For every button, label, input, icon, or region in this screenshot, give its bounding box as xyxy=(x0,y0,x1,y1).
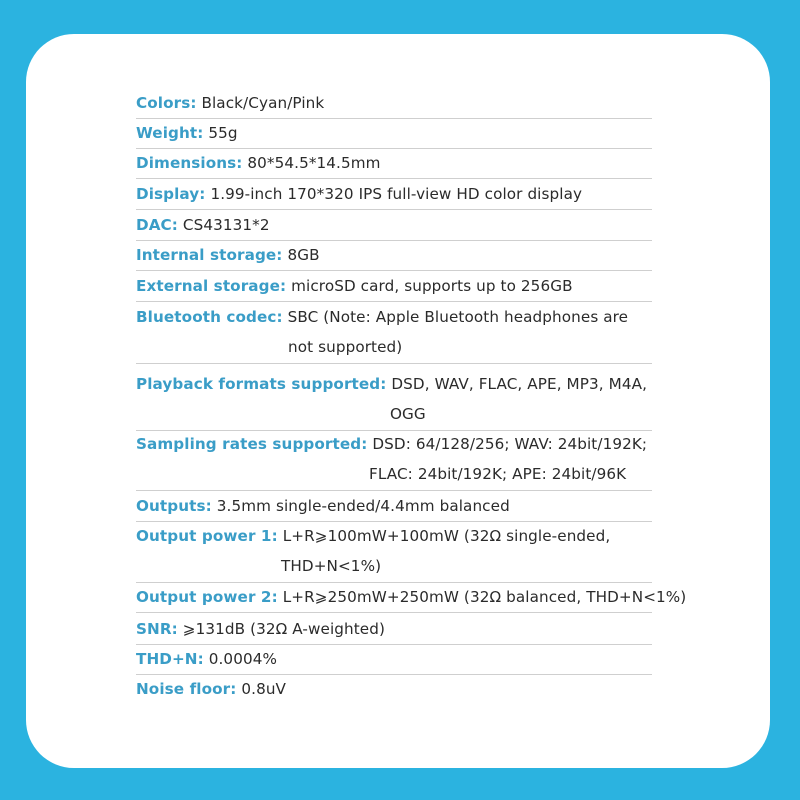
spec-row-external-storage xyxy=(136,271,652,302)
spec-label: THD+N: xyxy=(136,650,204,668)
spec-value: DSD, WAV, FLAC, APE, MP3, M4A, xyxy=(391,375,648,393)
spec-row-noise-floor xyxy=(136,674,652,704)
spec-value-continued: OGG xyxy=(390,405,426,423)
spec-label: Display: xyxy=(136,185,206,203)
spec-row-weight xyxy=(136,118,652,149)
spec-row-internal-storage xyxy=(136,240,652,271)
spec-row-dac xyxy=(136,210,652,241)
spec-row-colors xyxy=(136,88,652,119)
spec-value-continued: not supported) xyxy=(288,338,403,356)
spec-label: Weight: xyxy=(136,124,204,142)
spec-value-continued: THD+N<1%) xyxy=(281,557,382,575)
spec-value: 3.5mm single-ended/4.4mm balanced xyxy=(216,497,510,515)
spec-value: microSD card, supports up to 256GB xyxy=(291,277,573,295)
spec-row-playback-formats xyxy=(136,369,652,431)
spec-value: 0.0004% xyxy=(208,650,278,668)
spec-row-sampling-rates xyxy=(136,429,652,491)
spec-label: Internal storage: xyxy=(136,246,283,264)
spec-value: DSD: 64/128/256; WAV: 24bit/192K; xyxy=(372,435,648,453)
spec-value: SBC (Note: Apple Bluetooth headphones are xyxy=(287,308,629,326)
spec-value: Black/Cyan/Pink xyxy=(201,94,325,112)
spec-label: External storage: xyxy=(136,277,287,295)
spec-label: Dimensions: xyxy=(136,154,243,172)
spec-label: Output power 1: xyxy=(136,527,278,545)
spec-label: Playback formats supported: xyxy=(136,375,387,393)
spec-value: CS43131*2 xyxy=(182,216,270,234)
spec-value: 8GB xyxy=(287,246,320,264)
spec-label: Output power 2: xyxy=(136,588,278,606)
spec-label: Outputs: xyxy=(136,497,212,515)
spec-label: Sampling rates supported: xyxy=(136,435,368,453)
spec-row-outputs xyxy=(136,491,652,522)
spec-row-output-power-1 xyxy=(136,521,652,583)
spec-value: 1.99-inch 170*320 IPS full-view HD color display xyxy=(210,185,583,203)
spec-value: 55g xyxy=(208,124,238,142)
spec-row-dimensions xyxy=(136,148,652,179)
spec-label: Noise floor: xyxy=(136,680,237,698)
spec-value: L+R⩾100mW+100mW (32Ω single-ended, xyxy=(282,527,611,545)
spec-label: SNR: xyxy=(136,620,178,638)
spec-value-continued: FLAC: 24bit/192K; APE: 24bit/96K xyxy=(369,465,627,483)
spec-row-display xyxy=(136,179,652,210)
spec-label: Bluetooth codec: xyxy=(136,308,283,326)
spec-row-snr xyxy=(136,614,652,645)
spec-value: ⩾131dB (32Ω A-weighted) xyxy=(182,620,386,638)
spec-value: 80*54.5*14.5mm xyxy=(247,154,381,172)
spec-label: Colors: xyxy=(136,94,197,112)
spec-label: DAC: xyxy=(136,216,178,234)
spec-row-output-power-2 xyxy=(136,582,687,613)
spec-value: 0.8uV xyxy=(241,680,287,698)
spec-row-bluetooth-codec xyxy=(136,302,652,364)
spec-row-thd-n xyxy=(136,644,652,675)
spec-value: L+R⩾250mW+250mW (32Ω balanced, THD+N<1%) xyxy=(282,588,687,606)
